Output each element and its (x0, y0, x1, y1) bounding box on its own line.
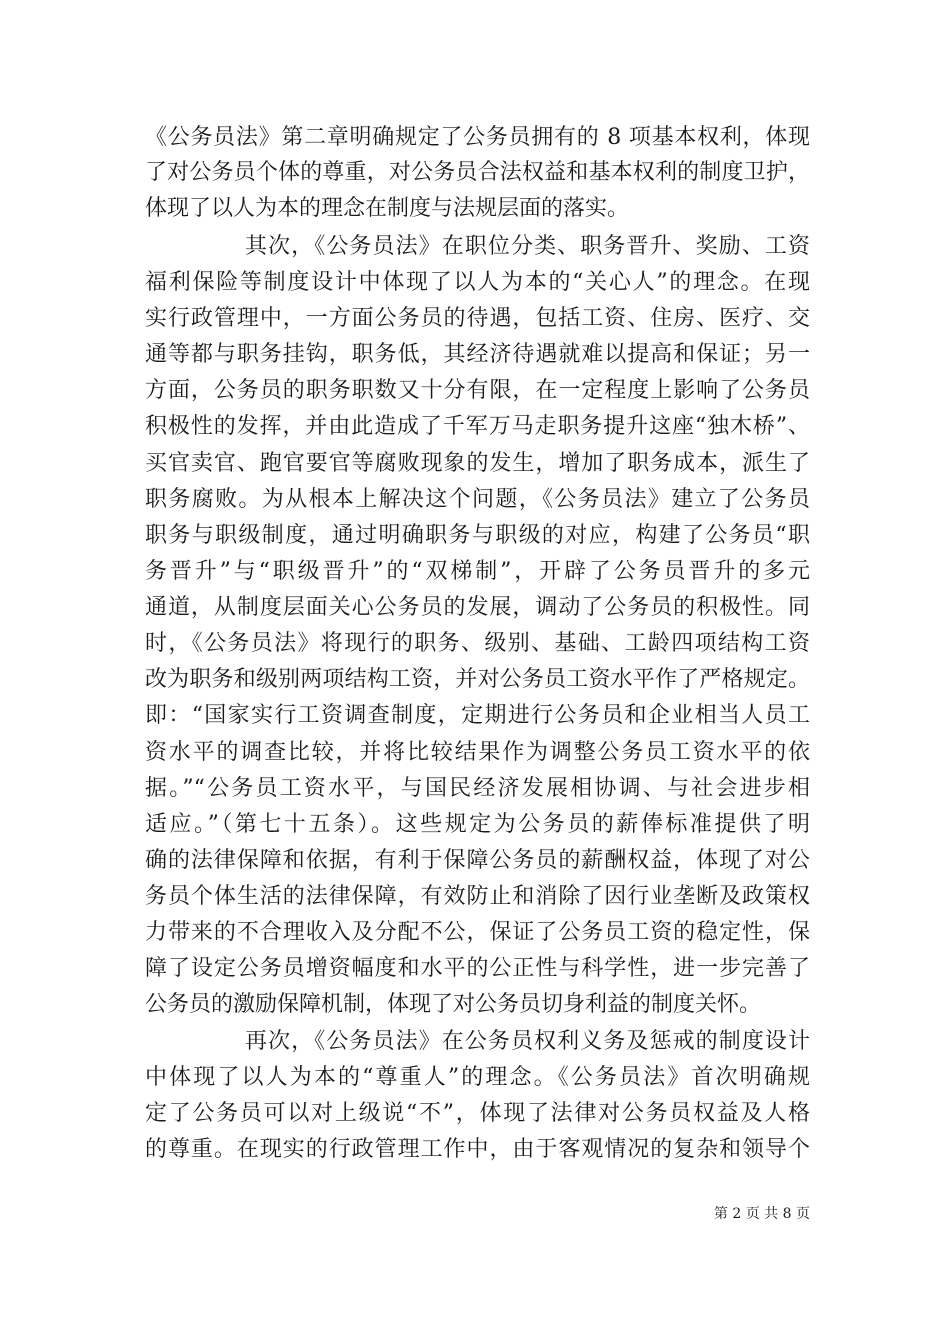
paragraph-start-line: 其次，《公务员法》在职位分类、职务晋升、奖励、工资 (245, 234, 810, 259)
text-line: 务员个体生活的法律保障，有效防止和消除了因行业垄断及政策权 (145, 884, 810, 909)
text-line: 定了公务员可以对上级说“不”，体现了法律对公务员权益及人格 (145, 1101, 810, 1126)
text-line: 适应。”（第七十五条）。这些规定为公务员的薪俸标准提供了明 (145, 812, 810, 837)
paragraph-start-line: 再次，《公务员法》在公务员权利义务及惩戒的制度设计 (245, 1029, 810, 1054)
text-line: 即：“国家实行工资调查制度，定期进行公务员和企业相当人员工 (145, 703, 810, 728)
text-line: 《公务员法》第二章明确规定了公务员拥有的 8 项基本权利，体现 (145, 125, 810, 150)
text-line: 积极性的发挥，并由此造成了千军万马走职务提升这座“独木桥”、 (145, 414, 810, 439)
text-line: 中体现了以人为本的“尊重人”的理念。《公务员法》首次明确规 (145, 1065, 810, 1090)
text-line: 时，《公务员法》将现行的职务、级别、基础、工龄四项结构工资 (145, 631, 810, 656)
text-line: 福利保险等制度设计中体现了以人为本的“关心人”的理念。在现 (145, 270, 810, 295)
text-line: 体现了以人为本的理念在制度与法规层面的落实。 (145, 196, 630, 221)
text-line: 务晋升”与“职级晋升”的“双梯制”，开辟了公务员晋升的多元 (145, 559, 810, 584)
text-line: 的尊重。在现实的行政管理工作中，由于客观情况的复杂和领导个 (145, 1137, 810, 1162)
text-line: 通道，从制度层面关心公务员的发展，调动了公务员的积极性。同 (145, 595, 810, 620)
text-line: 障了设定公务员增资幅度和水平的公正性与科学性，进一步完善了 (145, 956, 810, 981)
text-line: 了对公务员个体的尊重，对公务员合法权益和基本权利的制度卫护， (145, 160, 810, 185)
text-line: 通等都与职务挂钩，职务低，其经济待遇就难以提高和保证；另一 (145, 342, 810, 367)
text-line: 方面，公务员的职务职数又十分有限，在一定程度上影响了公务员 (145, 378, 810, 403)
text-line: 据。”“公务员工资水平，与国民经济发展相协调、与社会进步相 (145, 776, 810, 801)
text-line: 资水平的调查比较，并将比较结果作为调整公务员工资水平的依 (145, 740, 810, 765)
text-line: 改为职务和级别两项结构工资，并对公务员工资水平作了严格规定。 (145, 667, 810, 692)
text-line: 实行政管理中，一方面公务员的待遇，包括工资、住房、医疗、交 (145, 306, 810, 331)
text-line: 职务腐败。为从根本上解决这个问题，《公务员法》建立了公务员 (145, 487, 810, 512)
text-line: 确的法律保障和依据，有利于保障公务员的薪酬权益，体现了对公 (145, 848, 810, 873)
text-line: 力带来的不合理收入及分配不公，保证了公务员工资的稳定性，保 (145, 920, 810, 945)
text-line: 职务与职级制度，通过明确职务与职级的对应，构建了公务员“职 (145, 523, 810, 548)
text-line: 买官卖官、跑官要官等腐败现象的发生，增加了职务成本，派生了 (145, 451, 810, 476)
text-line: 公务员的激励保障机制，体现了对公务员切身利益的制度关怀。 (145, 992, 762, 1017)
page-footer: 第 2 页 共 8 页 (713, 1206, 810, 1222)
